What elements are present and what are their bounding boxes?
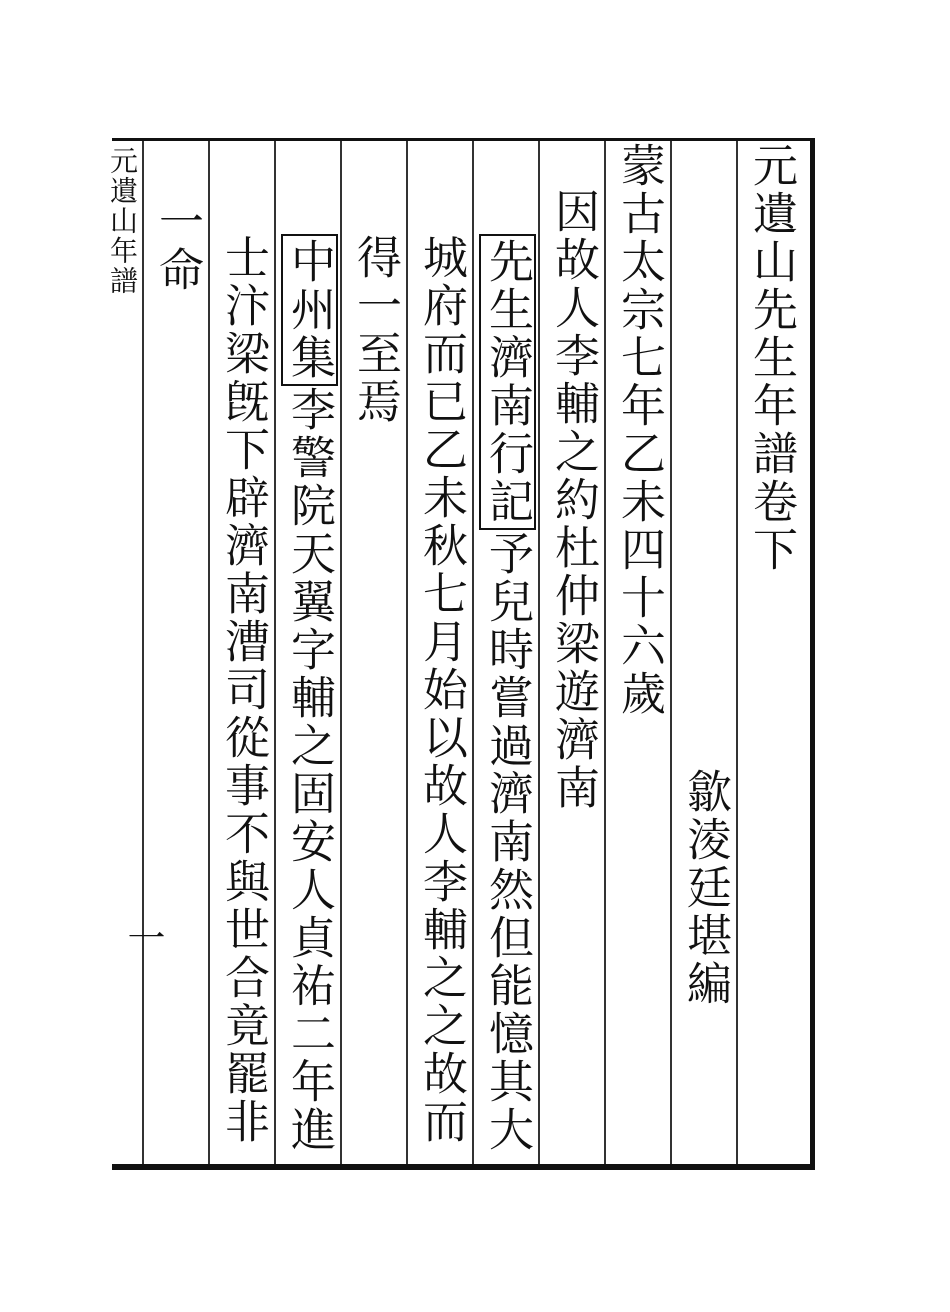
text-column-1 [540,138,606,1168]
year-heading: 蒙古太宗七年乙未四十六歲 [613,142,666,718]
editor-credit: 歙淩廷堪編 [679,768,732,1008]
text-line-4: 得一至焉 [349,234,402,426]
text-column-6 [210,138,276,1168]
text-line-1: 因故人李輔之約杜仲梁遊濟南 [547,188,600,812]
text-column-2 [474,138,540,1168]
text-line-5: 李警院天翼字輔之固安人貞祐二年進 [283,386,336,1154]
page-number: 一 [121,918,165,956]
title-column [738,138,804,1168]
text-line-3: 城府而已乙未秋七月始以故人李輔之之故而 [415,234,468,1146]
source-reference-zhongzhouji: 中州集 [281,234,338,386]
document-title: 元遺山先生年譜卷下 [745,142,798,574]
text-column-7 [144,138,210,1168]
text-line-2: 予兒時嘗過濟南然但能憶其大 [481,530,534,1154]
source-reference-jinan: 先生濟南行記 [479,234,536,530]
right-rule [810,138,815,1170]
text-line-7: 一命 [151,198,204,294]
page-frame [106,138,815,1170]
text-column-4 [342,138,408,1168]
editor-column [672,138,738,1168]
text-line-6: 士汴梁旣下辟濟南漕司從事不與世合竟罷非 [217,234,270,1146]
spine-column [106,138,165,1168]
text-column-heading [606,138,672,1168]
text-column-5 [276,138,342,1168]
text-column-3 [408,138,474,1168]
spine-title: 元遺山年譜 [106,146,139,296]
